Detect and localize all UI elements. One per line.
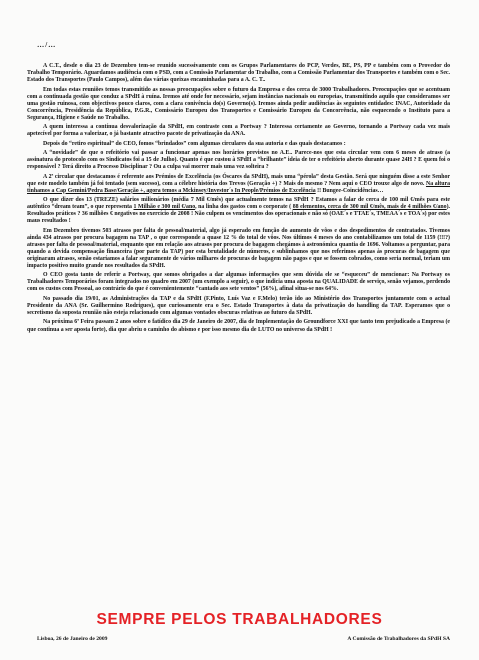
paragraph-text: Depois do “retiro espiritual” do CEO, fomos “brindados” com algumas circulares da sua autoria e das quais destacamos : (43, 140, 346, 147)
paragraph (27, 87, 450, 122)
footer (37, 636, 450, 642)
paragraph-text: Em todas estas reuniões temos transmitido as nossas preocupações sobre o futuro da Empresa e dos cerca de 3000 Trabalhadores. Preocupações que se acentuam com a continuada gestão que conduz a SPdH à ruína. Iremos até onde for necessário, sejam instâncias nacionais ou europeias, transmitindo aquilo que consideramos ser uma gestão ruinosa, com objectivos pouco claros, com a clara conivência do(s) Governo(s). Iremos ainda pedir audiências às seguintes entidades: INAC, Autoridade da Concorrência, Presidência da República, P.G.R., Comissário Europeu dos Transportes e Comissário Europeu da Concorrência, não esquecendo o Instituto para a Segurança, Higiene e Saúde no Trabalho. (27, 86, 450, 121)
paragraph-text: A “novidade” de que o refeitório vai passar a funcionar apenas nos horários previstos no A.E.. Parece-nos que esta circular vem com 6 meses de atraso (a assinatura do protocolo com os Sindicatos foi a 15 de Julho). Quanto é que custou à SPdH a “brilhante” ideia de ter o refeitório aberto durante quase 24H ? E quem foi o responsável ? Terá direito a Processo Disciplinar ? Ou a culpa vai morrer mais uma vez solteira ? (27, 150, 450, 171)
footer-signature: A Comissão de Trabalhadores da SPdH SA (347, 636, 450, 642)
paragraph-text: No passado dia 19/01, as Administrações da TAP e da SPdH (F.Pinto, Luís Vaz e F.Melo) terão ido ao Ministério dos Transportes juntamente com o actual Presidente da ANA (Sr. Guilhermino Rodrigues), que curiosamente era o Sec. Estado Transportes à data da privatização do handling da TAP. Esperamos que o secretismo da suposta reunião não esteja relacionado com algumas vontades obscuras relativas ao futuro da SPdH. (27, 295, 450, 317)
document-body (27, 63, 450, 334)
slogan-banner: SEMPRE PELOS TRABALHADORES (96, 611, 383, 628)
paragraph-text: ). Resultados práticos ? 36 milhões € negativos no exercício de 2008 ! Não culpem os vencimentos dos operacionais e não só (OAE´s e TTAE´s, TMEAA´s e TOA´s) por estes maus resultados ! (27, 204, 451, 225)
underlined-text: 1 Milhão e 300 mil €/ano (133, 204, 196, 211)
paragraph-text: A 2ª circular que destacamos é referente aos Prémios de Excelência (os Óscares da SPdH), mais uma “pérola” desta Gestão. Será que ninguém disse a este Senhor que este modelo também já foi tentado (sem sucesso), com a célebre história dos Trevos (Geração +) ? Mais do mesmo ? Nem aqui o CEO trouxe algo de novo. (27, 173, 450, 187)
footer-place-date: Lisboa, 26 de Janeiro de 2009 (37, 636, 108, 642)
continuation-mark: …/… (37, 41, 57, 49)
paragraph (27, 124, 450, 138)
paragraph-text: O CEO gosta tanto de referir a Portway, que somos obrigados a dar algumas informações que sem dúvida ele se “esqueceu” de mencionar: Na Portway os Trabalhadores Temporários foram integrados no quadro em 2007 (um exemplo a seguir), o que indicia uma aposta na QUALIDADE de serviço, senão vejamos, perdendo com os custos com Pessoal, ao contrário do que é convenientemente “cantado aos sete ventos” (56%), afinal situa-se nos 64%. (27, 272, 450, 293)
paragraph-text: O que dizer dos 13 (TREZE) salários milionários (média 7 Mil €/mês) que actualmente temos na SPdH ? Estamos a falar de cerca de 100 mil €/mês para este autêntico “dream team”, o que representa (27, 197, 450, 211)
paragraph-text: !! Bungee-Coincidências… (315, 187, 384, 194)
paragraph-text: , na linha dos gastos com o corporate ( (195, 204, 293, 211)
underlined-text: Na altura tinhamos a Cap Gemini/Pedra Base/Geração +, agora temos a Mckinsey/Investor´s In People/Prémios de Excelência (27, 180, 450, 194)
paragraph (27, 197, 450, 225)
paragraph-text: A quem interessa a contínua desvalorização da SPdH, em contraste com a Portway ? Interessa certamente ao Governo, tornando a Portway cada vez mais apetecível por forma a valorizar, o já bastante atractivo pacote de privatização da ANA. (27, 124, 450, 138)
paragraph (27, 63, 450, 84)
underlined-text: 88 elementos, cerca de 300 mil €/mês, mais de 4 milhões €/ano (292, 204, 447, 211)
paragraph (27, 228, 450, 270)
paragraph-text: Em Dezembro tivemos 503 atrasos por falta de pessoal/material, algo já esperado em função do aumento de vôos e dos despedimentos de contratados. Tivemos ainda 434 atrasos por procura bagagem na TAP , o que corresponde a quase 12 % do total de vôos. Nos últimos 4 meses do ano contabilizamos um total de 1159 (!!!?) atrasos por falta de pessoal/material, enquanto que em relação aos atrasos por procura de bagagem chegámos à astronómica quantia de 1696. Voltamos a perguntar, para quando a devida compensação financeira (por parte da TAP) por esta brutalidade de números, e sublinhamos que nos referimos apenas às procuras de bagagem que originaram atrasos, senão estaríamos a falar seguramente de vários milhares de procuras de bagagem não pagos e que se fossem cobrados, como seria normal, teriam um impacto positivo muito grande nos resultados da SPdH. (27, 227, 450, 269)
paragraph (27, 296, 450, 317)
paragraph (27, 272, 450, 293)
paragraph (27, 141, 450, 148)
paragraph (27, 150, 450, 171)
paragraph (27, 174, 450, 195)
paragraph-text: A C.T., desde o dia 23 de Dezembro tem-se reunido sucessivamente com os Grupos Parlamentares do PCP, Verdes, BE, PS, PP e também com o Provedor do Trabalho Temporário. Aguardamos audiência com o PSD, com a Comissão Parlamentar do Trabalho, com a Comissão Parlamentar dos Transportes e também com o Sec. Estado dos Transportes (Paulo Campos), além das várias queixas encaminhadas para a A. C. T.. (27, 63, 450, 84)
paragraph-text: Na próxima 6ª Feira passam 2 anos sobre o fatídico dia 29 de Janeiro de 2007, dia de Implementação do Groundforce XXI que tanto tem prejudicado a Empresa (e que continua a ser aposta forte), dia que abriu o caminho do abismo e por isso mesmo dia de LUTO no universo da SPdH ! (27, 319, 450, 333)
paragraph (27, 319, 450, 333)
